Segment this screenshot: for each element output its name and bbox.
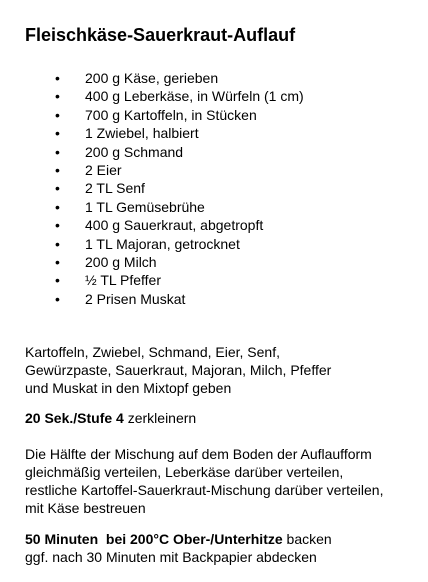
bullet-icon: • xyxy=(55,272,60,289)
bullet-icon: • xyxy=(55,198,60,215)
ingredient-text: 400 g Sauerkraut, abgetropft xyxy=(85,217,264,234)
step-bake xyxy=(25,530,332,566)
bullet-icon: • xyxy=(55,161,60,178)
bullet-icon: • xyxy=(55,180,60,197)
step-chop xyxy=(25,409,196,427)
recipe-title: Fleischkäse-Sauerkraut-Auflauf xyxy=(25,25,296,45)
ingredient-text: 200 g Schmand xyxy=(85,143,184,160)
ingredient-text: 2 Eier xyxy=(85,161,122,178)
step-text-line: Gewürzpaste, Sauerkraut, Majoran, Milch, Pfeffer xyxy=(25,362,332,378)
bullet-icon: • xyxy=(55,125,60,142)
step-mix-ingredients xyxy=(25,343,331,397)
step-text-line: gleichmäßig verteilen, Leberkäse darüber verteilen, xyxy=(25,464,344,480)
step-setting: 20 Sek./Stufe 4 xyxy=(25,410,124,426)
ingredient-text: 700 g Kartoffeln, in Stücken xyxy=(85,106,257,123)
step-text-line: Kartoffeln, Zwiebel, Schmand, Eier, Senf, xyxy=(25,344,280,360)
step-text-line: ggf. nach 30 Minuten mit Backpapier abdecken xyxy=(25,549,317,565)
bullet-icon: • xyxy=(55,235,60,252)
step-text-line xyxy=(25,530,332,548)
step-text-line: restliche Kartoffel-Sauerkraut-Mischung darüber verteilen, xyxy=(25,482,384,498)
ingredient-text: 2 TL Senf xyxy=(85,180,145,197)
ingredient-text: 1 TL Majoran, getrocknet xyxy=(85,235,240,252)
bullet-icon: • xyxy=(55,70,60,86)
step-layer xyxy=(25,445,383,517)
bullet-icon: • xyxy=(55,217,60,234)
ingredient-text: 200 g Milch xyxy=(85,253,157,270)
step-setting: 50 Minuten bei 200°C Ober-/Unterhitze xyxy=(25,531,283,547)
step-text: zerkleinern xyxy=(123,410,197,426)
ingredient-text: 1 TL Gemüsebrühe xyxy=(85,198,205,215)
bullet-icon: • xyxy=(55,143,60,160)
ingredient-text: 1 Zwiebel, halbiert xyxy=(85,125,199,142)
ingredient-text: 400 g Leberkäse, in Würfeln (1 cm) xyxy=(85,88,304,105)
ingredient-text: 200 g Käse, gerieben xyxy=(85,70,219,86)
bullet-icon: • xyxy=(55,253,60,270)
bullet-icon: • xyxy=(55,290,60,307)
step-text-line: Die Hälfte der Mischung auf dem Boden der Auflaufform xyxy=(25,446,372,462)
ingredient-text: 2 Prisen Muskat xyxy=(85,290,186,307)
step-text-line: mit Käse bestreuen xyxy=(25,500,146,516)
bullet-icon: • xyxy=(55,88,60,105)
step-text-line: und Muskat in den Mixtopf geben xyxy=(25,380,232,396)
bullet-icon: • xyxy=(55,106,60,123)
step-text: backen xyxy=(282,531,332,547)
ingredient-text: ½ TL Pfeffer xyxy=(85,272,162,289)
